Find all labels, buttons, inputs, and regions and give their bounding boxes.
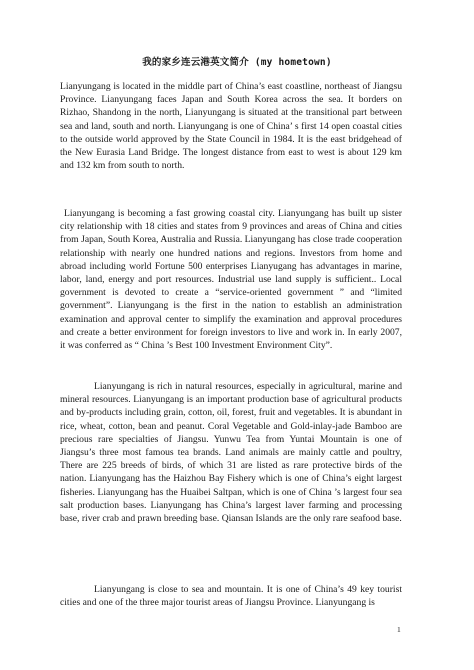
page-number: 1: [397, 625, 401, 634]
paragraph-tourism: Lianyungang is close to sea and mountain. It is one of China’s 49 key tourist cities and one of the three major tourist areas of Jiangsu Province. Lianyungang is: [60, 584, 402, 609]
paragraph-natural-resources: Lianyungang is rich in natural resources, especially in agricultural, marine and mineral resources. Lianyungang is an important production base of agricultural products and by-products including grain, cotton, oil, forest, fruit and vegetables. It is abundant in rice, wheat, cotton, bean and peanut. Coral Vegetable and Gold-inlay-jade Bamboo are precious rare specialties of Jiangsu. Yunwu Tea from Yuntai Mountain is one of Jiangsu’s three most famous tea brands. Land animals are mainly cattle and poultry, There are 225 breeds of birds, of which 31 are listed as rare protective birds of the nation. Lianyungang has the Haizhou Bay Fishery which is one of China’s eight largest fisheries. Lianyungang has the Huaibei Saltpan, which is one of China ’s largest four sea salt production bases. Lianyungang has China’s largest laver farming and processing base, river crab and prawn breeding base. Qiansan Islands are the only rare seafood base.: [60, 381, 402, 525]
document-title: 我的家乡连云港英文简介 (my hometown): [142, 57, 332, 68]
paragraph-development: Lianyungang is becoming a fast growing coastal city. Lianyungang has built up sister city relationship with 18 cities and states from 9 provinces and areas of China and cities from Japan, South Korea, Australia and Russia. Lianyungang has close trade cooperation relationship with nearly one hundred nations and regions. Investors from home and abroad including world Fortune 500 enterprises Lianyugang has advantages in marine, labor, land, energy and port resources. Industrial use land supply is sufficient.. Local government is devoted to create a “service-oriented government ” and “limited government”. Lianyungang is the first in the nation to establish an administration examination and approval center to simplify the examination and approval procedures and create a better environment for foreign investors to live and work in. In early 2007, it was conferred as “ China ’s Best 100 Investment Environment City”.: [60, 208, 402, 352]
paragraph-location: Lianyungang is located in the middle part of China’s east coastline, northeast of Jiangsu Province. Lianyungang faces Japan and South Korea across the sea. It borders on Rizhao, Shandong in the north, Lianyungang is situated at the transitional part between sea and land, south and north. Lianyungang is one of China’ s first 14 open coastal cities to the outside world approved by the State Council in 1984. It is the east bridgehead of the New Eurasia Land Bridge. The longest distance from east to west is about 129 km and 132 km from south to north.: [60, 81, 402, 172]
